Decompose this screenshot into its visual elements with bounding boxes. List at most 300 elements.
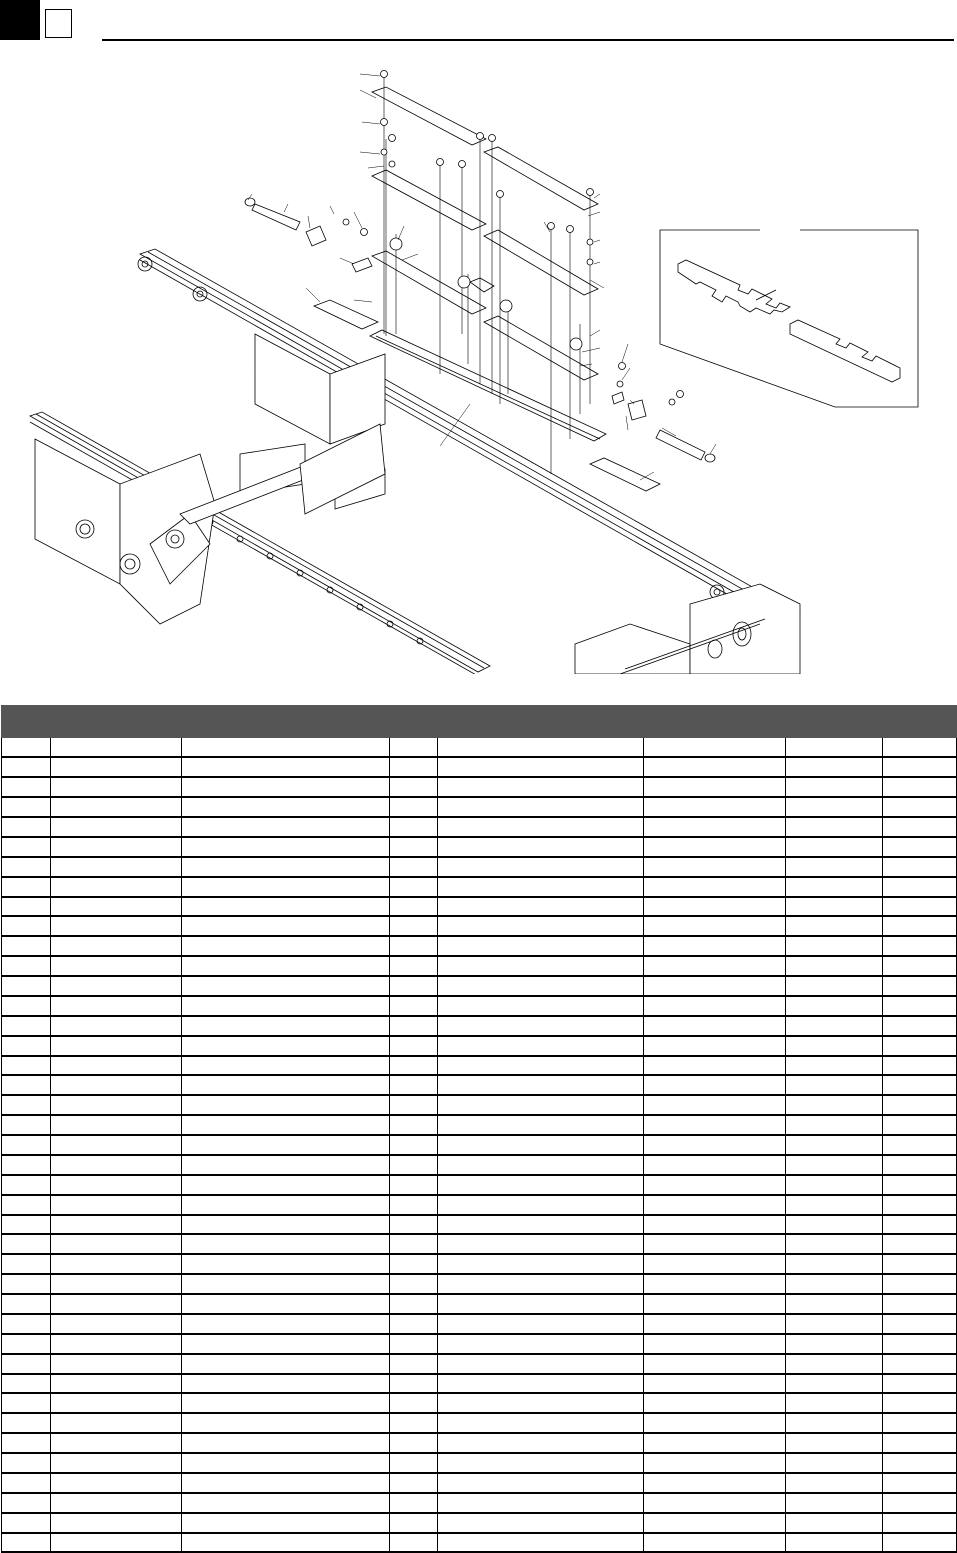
table-cell (786, 1453, 883, 1473)
table-cell (883, 1056, 957, 1076)
table-cell (51, 837, 182, 857)
table-cell (438, 1453, 644, 1473)
table-cell (182, 1513, 390, 1533)
table-cell (390, 1056, 438, 1076)
table-cell (2, 976, 51, 996)
table-cell (51, 1354, 182, 1374)
table-cell (438, 1135, 644, 1155)
table-cell (2, 1433, 51, 1453)
table-row (2, 1393, 957, 1413)
table-row (2, 996, 957, 1016)
table-cell (786, 1473, 883, 1493)
table-cell (390, 956, 438, 976)
table-row (2, 1453, 957, 1473)
table-cell (182, 1036, 390, 1056)
table-cell (2, 1393, 51, 1413)
table-cell (182, 1056, 390, 1076)
table-cell (786, 1274, 883, 1294)
table-row (2, 1374, 957, 1394)
table-cell (883, 1533, 957, 1553)
table-cell (438, 1354, 644, 1374)
table-cell (182, 1016, 390, 1036)
header-cell (51, 706, 182, 738)
table-row (2, 877, 957, 897)
table-cell (2, 1473, 51, 1493)
table-cell (182, 1075, 390, 1095)
table-cell (644, 1334, 786, 1354)
table-cell (390, 1533, 438, 1553)
table-cell (51, 1314, 182, 1334)
table-cell (390, 1075, 438, 1095)
table-cell (390, 1036, 438, 1056)
table-cell (786, 976, 883, 996)
table-row (2, 1413, 957, 1433)
table-cell (2, 956, 51, 976)
table-cell (883, 757, 957, 777)
table-cell (438, 1393, 644, 1413)
table-cell (182, 738, 390, 758)
table-cell (2, 797, 51, 817)
table-cell (51, 738, 182, 758)
table-cell (390, 1155, 438, 1175)
table-cell (438, 956, 644, 976)
table-row (2, 1334, 957, 1354)
table-cell (438, 1374, 644, 1394)
table-row (2, 1215, 957, 1235)
table-row (2, 1533, 957, 1553)
table-cell (786, 1314, 883, 1334)
table-cell (438, 976, 644, 996)
table-cell (786, 897, 883, 917)
table-cell (51, 757, 182, 777)
table-cell (438, 1016, 644, 1036)
table-cell (182, 916, 390, 936)
table-cell (2, 916, 51, 936)
table-cell (786, 1433, 883, 1453)
table-cell (51, 1374, 182, 1394)
header-cell (2, 706, 51, 738)
table-cell (438, 1115, 644, 1135)
table-cell (883, 1175, 957, 1195)
table-cell (883, 1075, 957, 1095)
table-cell (2, 1075, 51, 1095)
table-cell (182, 1473, 390, 1493)
table-cell (644, 1234, 786, 1254)
table-cell (2, 877, 51, 897)
table-cell (644, 1493, 786, 1513)
table-cell (644, 837, 786, 857)
table-cell (51, 1056, 182, 1076)
table-cell (883, 1274, 957, 1294)
table-row (2, 1095, 957, 1115)
table-cell (786, 1234, 883, 1254)
table-cell (644, 1513, 786, 1533)
table-cell (883, 1294, 957, 1314)
table-cell (644, 817, 786, 837)
table-cell (51, 817, 182, 837)
table-row (2, 1175, 957, 1195)
table-row (2, 1234, 957, 1254)
table-cell (390, 1393, 438, 1413)
table-cell (644, 1433, 786, 1453)
table-cell (883, 738, 957, 758)
table-cell (883, 956, 957, 976)
table-cell (390, 1453, 438, 1473)
table-cell (2, 738, 51, 758)
table-cell (390, 1135, 438, 1155)
table-cell (786, 1016, 883, 1036)
table-cell (2, 1036, 51, 1056)
table-cell (2, 1254, 51, 1274)
table-cell (390, 996, 438, 1016)
table-cell (786, 1513, 883, 1533)
table-cell (2, 1513, 51, 1533)
table-row (2, 1354, 957, 1374)
table-cell (182, 1413, 390, 1433)
table-cell (390, 1254, 438, 1274)
header-cell (644, 706, 786, 738)
right-drive-unit (575, 584, 800, 674)
left-shaft-assembly (245, 198, 372, 272)
table-cell (182, 1175, 390, 1195)
table-cell (51, 1195, 182, 1215)
table-row (2, 738, 957, 758)
table-cell (786, 777, 883, 797)
table-cell (182, 1215, 390, 1235)
table-cell (883, 1413, 957, 1433)
table-cell (786, 936, 883, 956)
table-cell (51, 1254, 182, 1274)
table-cell (644, 1056, 786, 1076)
table-cell (644, 738, 786, 758)
table-cell (2, 1493, 51, 1513)
table-cell (182, 996, 390, 1016)
table-cell (2, 1453, 51, 1473)
table-cell (883, 936, 957, 956)
table-cell (786, 1294, 883, 1314)
table-cell (438, 797, 644, 817)
table-cell (786, 1195, 883, 1215)
table-cell (390, 1175, 438, 1195)
table-cell (182, 1135, 390, 1155)
table-cell (883, 976, 957, 996)
table-cell (2, 1155, 51, 1175)
table-cell (644, 1175, 786, 1195)
table-cell (438, 1334, 644, 1354)
table-cell (2, 1056, 51, 1076)
table-cell (883, 797, 957, 817)
table-cell (51, 857, 182, 877)
table-row (2, 757, 957, 777)
table-cell (883, 817, 957, 837)
table-cell (2, 1413, 51, 1433)
table-row (2, 837, 957, 857)
table-cell (51, 916, 182, 936)
table-cell (182, 936, 390, 956)
table-cell (644, 1473, 786, 1493)
table-row (2, 1433, 957, 1453)
table-cell (2, 1314, 51, 1334)
table-cell (883, 857, 957, 877)
table-cell (182, 1115, 390, 1135)
table-cell (182, 1314, 390, 1334)
table-cell (182, 1234, 390, 1254)
parts-table-body (2, 738, 957, 1553)
table-cell (2, 1294, 51, 1314)
header-cell (883, 706, 957, 738)
table-cell (883, 1314, 957, 1334)
table-cell (644, 1155, 786, 1175)
table-cell (786, 1354, 883, 1374)
table-cell (786, 857, 883, 877)
table-row (2, 1274, 957, 1294)
table-cell (644, 1016, 786, 1036)
table-cell (438, 897, 644, 917)
table-row (2, 897, 957, 917)
table-cell (51, 877, 182, 897)
table-cell (438, 1294, 644, 1314)
table-cell (51, 1016, 182, 1036)
table-cell (786, 757, 883, 777)
table-cell (786, 1135, 883, 1155)
table-cell (883, 1195, 957, 1215)
table-cell (51, 1036, 182, 1056)
table-cell (390, 738, 438, 758)
table-cell (786, 1374, 883, 1394)
table-cell (644, 936, 786, 956)
table-cell (51, 1215, 182, 1235)
table-row (2, 1314, 957, 1334)
table-cell (2, 777, 51, 797)
table-row (2, 857, 957, 877)
table-cell (51, 1413, 182, 1433)
table-cell (438, 996, 644, 1016)
table-cell (786, 837, 883, 857)
table-cell (644, 1115, 786, 1135)
table-cell (786, 1393, 883, 1413)
table-cell (390, 1234, 438, 1254)
table-cell (786, 1155, 883, 1175)
table-cell (883, 996, 957, 1016)
table-cell (883, 897, 957, 917)
table-cell (786, 1175, 883, 1195)
table-cell (438, 916, 644, 936)
table-cell (182, 1393, 390, 1413)
table-cell (438, 1413, 644, 1433)
table-cell (51, 1533, 182, 1553)
table-cell (438, 936, 644, 956)
table-cell (182, 837, 390, 857)
table-cell (51, 1493, 182, 1513)
table-cell (644, 1075, 786, 1095)
table-cell (390, 1513, 438, 1533)
table-row (2, 1135, 957, 1155)
table-cell (644, 1393, 786, 1413)
plate-stack (372, 87, 598, 380)
table-cell (2, 857, 51, 877)
table-cell (883, 916, 957, 936)
table-cell (438, 1314, 644, 1334)
table-cell (51, 1135, 182, 1155)
table-cell (182, 1095, 390, 1115)
table-cell (2, 1215, 51, 1235)
table-cell (644, 797, 786, 817)
table-cell (51, 996, 182, 1016)
table-cell (2, 1354, 51, 1374)
table-cell (438, 1056, 644, 1076)
table-cell (182, 797, 390, 817)
table-cell (182, 1334, 390, 1354)
table-cell (786, 1036, 883, 1056)
table-cell (438, 1195, 644, 1215)
table-cell (438, 1155, 644, 1175)
table-cell (390, 837, 438, 857)
table-cell (438, 1075, 644, 1095)
section-tab-outline (45, 9, 72, 38)
table-cell (438, 1433, 644, 1453)
short-guide-plate-left (314, 300, 378, 329)
table-row (2, 1155, 957, 1175)
table-cell (438, 1473, 644, 1493)
table-cell (786, 877, 883, 897)
table-cell (2, 1234, 51, 1254)
exploded-parts-diagram (0, 44, 957, 674)
table-cell (883, 1473, 957, 1493)
table-cell (390, 777, 438, 797)
table-cell (51, 1334, 182, 1354)
table-row (2, 1294, 957, 1314)
table-cell (786, 1075, 883, 1095)
table-cell (182, 1453, 390, 1473)
table-cell (883, 1433, 957, 1453)
table-cell (786, 1095, 883, 1115)
table-cell (51, 777, 182, 797)
table-row (2, 1254, 957, 1274)
table-cell (182, 897, 390, 917)
table-cell (2, 1274, 51, 1294)
table-cell (2, 936, 51, 956)
table-cell (51, 1473, 182, 1493)
table-cell (438, 777, 644, 797)
inset-detail (660, 230, 918, 407)
table-cell (2, 996, 51, 1016)
table-cell (2, 1533, 51, 1553)
table-cell (51, 1155, 182, 1175)
table-cell (2, 837, 51, 857)
table-cell (390, 1413, 438, 1433)
table-cell (390, 857, 438, 877)
table-cell (182, 877, 390, 897)
table-row (2, 936, 957, 956)
table-cell (644, 757, 786, 777)
table-cell (438, 1234, 644, 1254)
table-cell (786, 738, 883, 758)
table-row (2, 976, 957, 996)
table-cell (786, 956, 883, 976)
table-cell (182, 976, 390, 996)
table-cell (438, 837, 644, 857)
table-cell (883, 1513, 957, 1533)
table-cell (644, 1135, 786, 1155)
table-cell (390, 1374, 438, 1394)
table-cell (390, 1354, 438, 1374)
table-row (2, 1513, 957, 1533)
table-cell (182, 817, 390, 837)
table-cell (51, 1513, 182, 1533)
table-cell (883, 1354, 957, 1374)
table-cell (51, 1175, 182, 1195)
table-row (2, 1493, 957, 1513)
table-row (2, 1075, 957, 1095)
table-cell (883, 1453, 957, 1473)
table-cell (644, 1215, 786, 1235)
bolts (343, 71, 684, 406)
table-cell (644, 1294, 786, 1314)
table-cell (51, 797, 182, 817)
table-cell (644, 877, 786, 897)
table-cell (182, 1155, 390, 1175)
table-cell (786, 1533, 883, 1553)
table-cell (438, 738, 644, 758)
table-cell (438, 877, 644, 897)
table-cell (2, 1135, 51, 1155)
table-cell (51, 956, 182, 976)
table-row (2, 817, 957, 837)
table-cell (182, 1254, 390, 1274)
table-cell (438, 757, 644, 777)
table-cell (786, 996, 883, 1016)
table-cell (644, 1274, 786, 1294)
table-cell (786, 1413, 883, 1433)
table-cell (883, 1215, 957, 1235)
table-cell (644, 996, 786, 1016)
header-cell (438, 706, 644, 738)
table-cell (390, 1215, 438, 1235)
table-cell (390, 1334, 438, 1354)
table-cell (883, 1393, 957, 1413)
table-cell (390, 877, 438, 897)
table-cell (438, 1513, 644, 1533)
table-cell (644, 976, 786, 996)
table-cell (182, 1195, 390, 1215)
table-cell (51, 1453, 182, 1473)
table-cell (644, 897, 786, 917)
table-cell (883, 1234, 957, 1254)
table-cell (390, 1473, 438, 1493)
table-cell (883, 1095, 957, 1115)
table-cell (51, 1274, 182, 1294)
header-cell (390, 706, 438, 738)
table-cell (2, 1374, 51, 1394)
table-cell (786, 916, 883, 936)
table-cell (883, 877, 957, 897)
table-cell (182, 1294, 390, 1314)
table-cell (390, 1433, 438, 1453)
table-cell (438, 1036, 644, 1056)
table-cell (786, 1254, 883, 1274)
table-row (2, 1016, 957, 1036)
table-cell (644, 1413, 786, 1433)
table-cell (2, 1175, 51, 1195)
table-cell (2, 817, 51, 837)
table-cell (390, 916, 438, 936)
table-row (2, 1056, 957, 1076)
table-cell (786, 1215, 883, 1235)
section-tab-filled (0, 0, 40, 40)
table-cell (390, 1016, 438, 1036)
table-cell (390, 936, 438, 956)
table-cell (51, 897, 182, 917)
